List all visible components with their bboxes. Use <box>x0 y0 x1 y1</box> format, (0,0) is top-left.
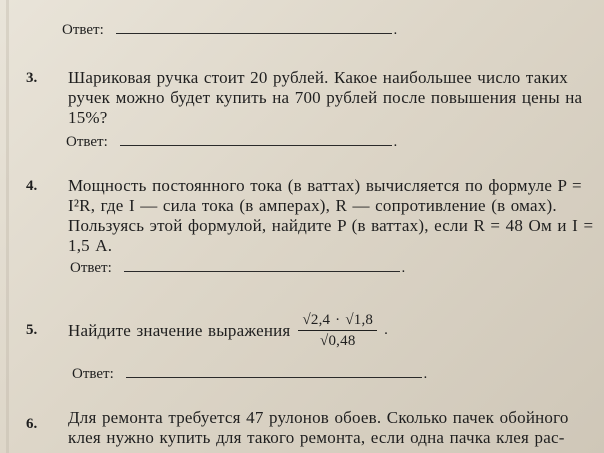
math-expression: $\frac{√2,4 \cdot √1,8}{√0,48}$ . <box>298 310 388 351</box>
answer-blank[interactable] <box>126 376 422 378</box>
question-text: Найдите значение выражения <box>68 320 291 340</box>
answer-label: Ответ: <box>62 22 104 38</box>
question-number: 5. <box>26 322 38 338</box>
question-number: 3. <box>26 70 38 86</box>
fraction-numerator: √2,4 · √1,8 <box>298 310 377 331</box>
question-number: 4. <box>26 178 38 194</box>
question-text-row <box>68 310 594 351</box>
answer-line-q4: Ответ: . <box>70 260 406 276</box>
page-edge-shadow <box>6 0 9 453</box>
answer-label: Ответ: <box>72 366 114 382</box>
answer-blank[interactable] <box>124 270 400 272</box>
fraction <box>298 310 377 351</box>
answer-line-q3: Ответ: . <box>66 134 398 150</box>
fraction-denominator: √0,48 <box>320 333 356 349</box>
question-number: 6. <box>26 416 38 432</box>
question-text: Мощность постоянного тока (в ваттах) вычисляется по формуле P = I²R, где I — сила тока (в амперах), R — сопротивление (в омах). Пользуясь этой формулой, найдите P (в ваттах), если R = 48 Ом и I = 1,5 А. <box>68 176 594 255</box>
answer-label: Ответ: <box>70 260 112 276</box>
question-text: Шариковая ручка стоит 20 рублей. Какое наибольшее число таких ручек можно будет купить на 700 рублей после повышения цены на 15%? <box>68 68 583 127</box>
answer-label: Ответ: <box>66 134 108 150</box>
answer-line-prev: Ответ: . <box>62 22 398 38</box>
question-text: Для ремонта требуется 47 рулонов обоев. Сколько пачек обойного клея нужно купить для такого ремонта, если одна пачка клея рас- <box>68 408 569 447</box>
answer-blank[interactable] <box>116 32 392 34</box>
answer-blank[interactable] <box>120 144 392 146</box>
answer-line-q5: Ответ: . <box>72 366 428 382</box>
